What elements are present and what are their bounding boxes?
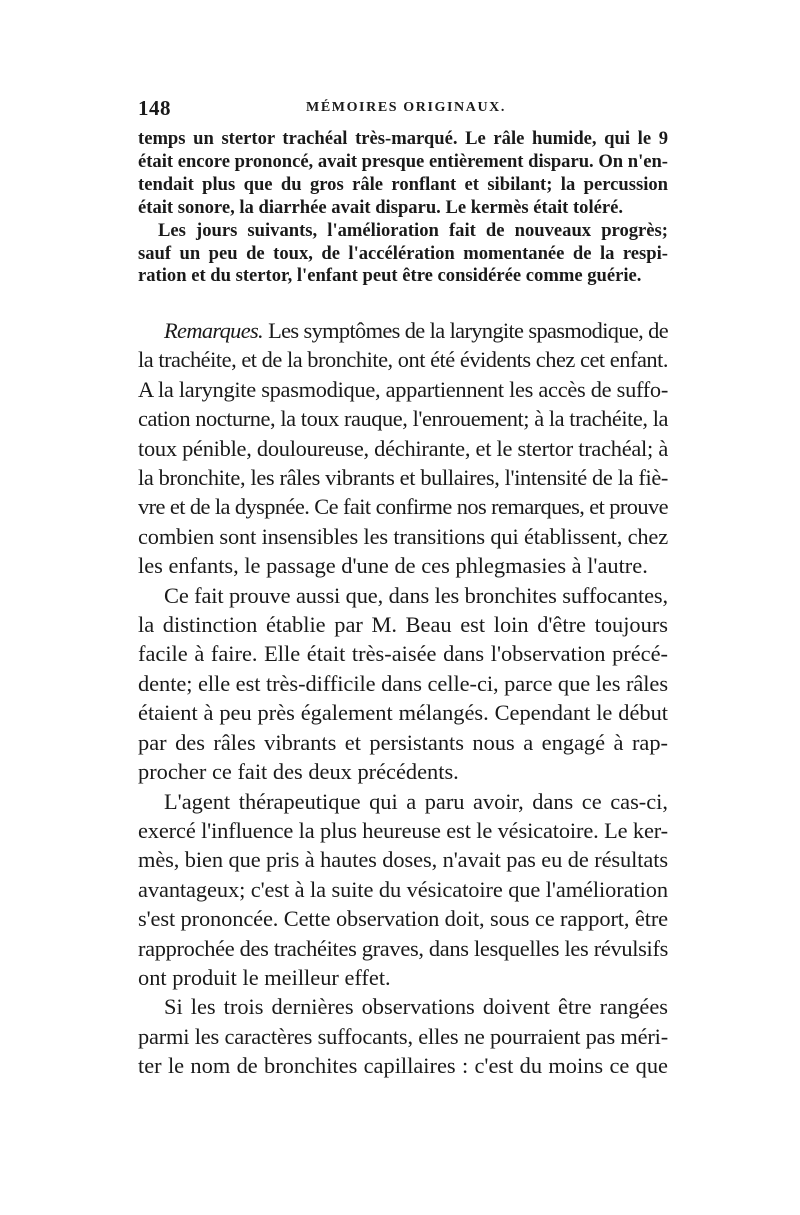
text-line: était encore prononcé, avait presque entièrement disparu. On n'en- — [138, 150, 668, 172]
text-line: avantageux; c'est à la suite du vésicatoire que l'amélioration — [138, 876, 668, 902]
text-line: la bronchite, les râles vibrants et bullaires, l'intensité de la fiè- — [138, 465, 668, 491]
text-line: cation nocturne, la toux rauque, l'enrouement; à la trachéite, la — [138, 406, 668, 432]
text-line: s'est prononcée. Cette observation doit, sous ce rapport, être — [138, 906, 668, 932]
text-line: les enfants, le passage d'une de ces phlegmasies à l'autre. — [138, 553, 648, 579]
text-line: temps un stertor trachéal très-marqué. Le râle humide, qui le 9 — [138, 128, 668, 149]
observation-paragraph-2 — [138, 220, 668, 289]
text-line — [138, 316, 668, 345]
observation-text — [138, 128, 668, 288]
text-line: Ce fait prouve aussi que, dans les bronchites suffocantes, — [164, 582, 668, 608]
remarks-paragraph-1 — [138, 316, 668, 581]
text-line: ter le nom de bronchites capillaires : c'est du moins ce que — [138, 1053, 668, 1079]
text-line: dente; elle est très-difficile dans celle-ci, parce que les râles — [138, 670, 668, 696]
text-line: rapprochée des trachéites graves, dans lesquelles les révulsifs — [138, 935, 669, 961]
running-title: MÉMOIRES ORIGINAUX. — [306, 100, 506, 115]
remarks-lead-word: Remarques. — [164, 318, 264, 343]
text-line: tendait plus que du gros râle ronflant et sibilant; la percussion — [138, 173, 668, 195]
text-line: mès, bien que pris à hautes doses, n'avait pas eu de résultats — [138, 847, 668, 873]
text-line: ont produit le meilleur effet. — [138, 964, 391, 990]
text-line: par des râles vibrants et persistants nous a engagé à rap- — [138, 729, 668, 755]
remarks-text — [138, 316, 668, 1081]
remarks-paragraph-3 — [138, 787, 668, 993]
text-line: était sonore, la diarrhée avait disparu. Le kermès était toléré. — [138, 196, 624, 218]
text-line: L'agent thérapeutique qui a paru avoir, dans ce cas-ci, — [164, 788, 668, 814]
text-line: Si les trois dernières observations doivent être rangées — [164, 994, 668, 1020]
text-line: la distinction établie par M. Beau est loin d'être toujours — [138, 612, 668, 638]
text-line: étaient à peu près également mélangés. Cependant le début — [138, 700, 668, 726]
observation-paragraph-1 — [138, 128, 668, 220]
text-line: ration et du stertor, l'enfant peut être considérée comme guérie. — [138, 265, 642, 287]
text-line: parmi les caractères suffocants, elles ne pourraient pas méri- — [138, 1023, 668, 1049]
text-line: Les jours suivants, l'amélioration fait de nouveaux progrès; — [158, 219, 668, 241]
text-fragment: Les symptômes de la laryngite spasmodique, de — [268, 318, 668, 343]
text-line: A la laryngite spasmodique, appartiennent les accès de suffo- — [138, 376, 668, 402]
text-line: exercé l'influence la plus heureuse est le vésicatoire. Le ker- — [138, 817, 668, 843]
running-head — [138, 96, 668, 120]
remarks-paragraph-2 — [138, 581, 668, 787]
text-line: combien sont insensibles les transitions qui établissent, chez — [138, 523, 668, 549]
text-line: toux pénible, douloureuse, déchirante, et le stertor trachéal; à — [138, 435, 668, 461]
text-line: vre et de la dyspnée. Ce fait confirme nos remarques, et prouve — [138, 494, 668, 520]
text-line: la trachéite, et de la bronchite, ont été évidents chez cet enfant. — [138, 347, 668, 373]
text-line: sauf un peu de toux, de l'accélération momentanée de la respi- — [138, 242, 668, 264]
text-line: procher ce fait des deux précédents. — [138, 759, 459, 785]
remarks-paragraph-4 — [138, 992, 668, 1080]
page-number: 148 — [138, 96, 171, 120]
text-line: facile à faire. Elle était très-aisée dans l'observation précé- — [138, 641, 668, 667]
